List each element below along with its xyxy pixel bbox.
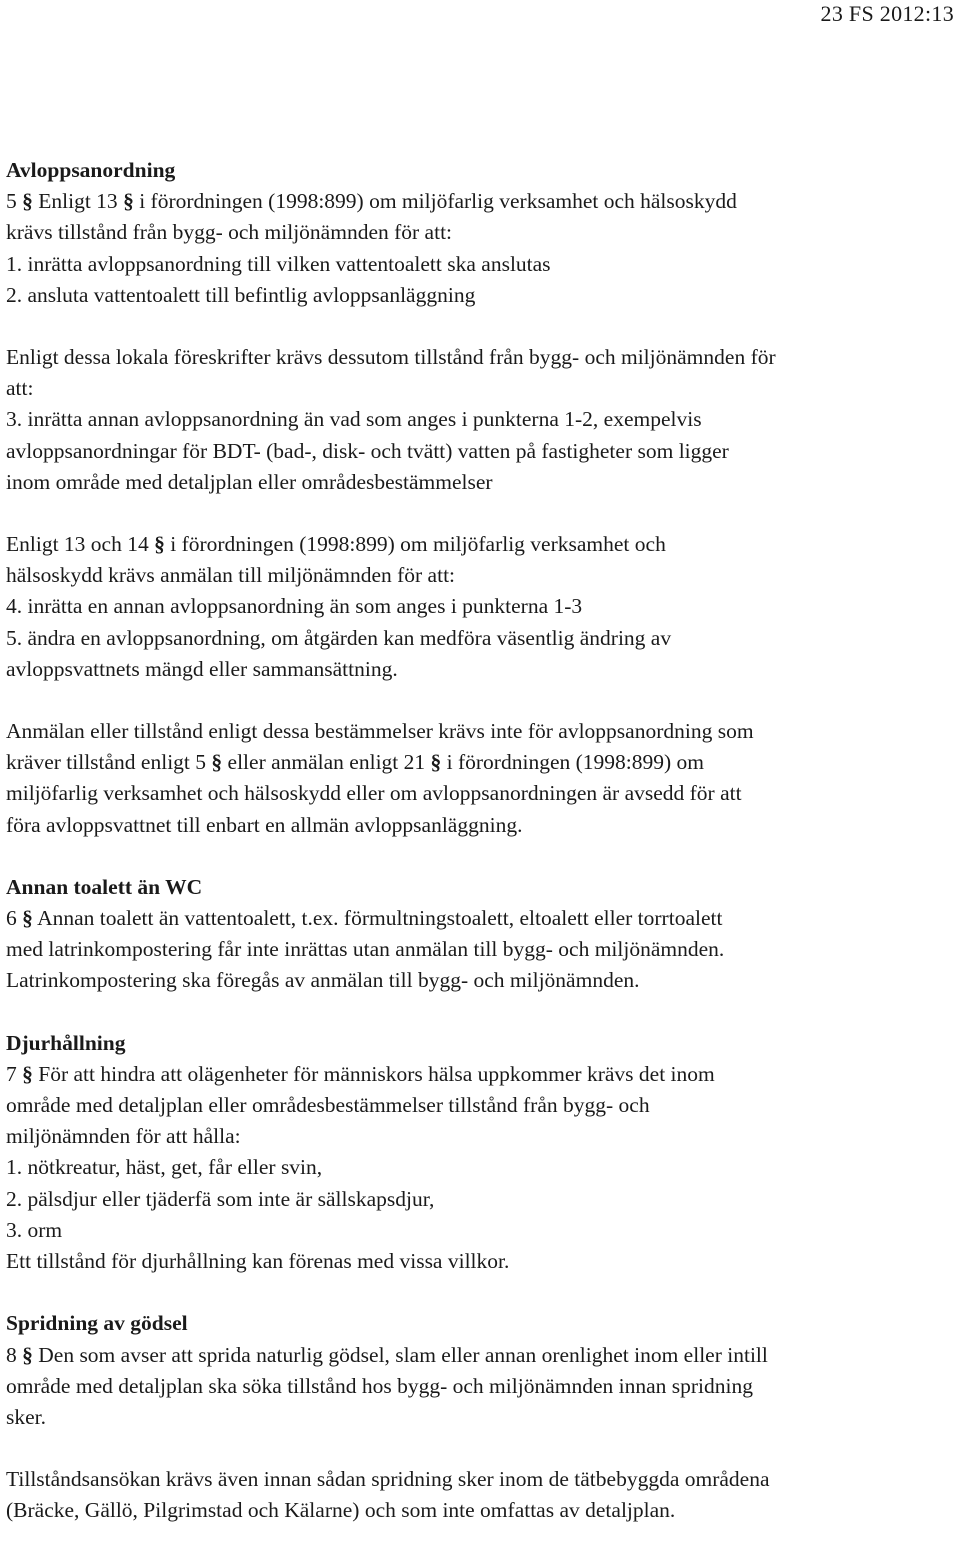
text-line: 3. orm — [6, 1217, 63, 1242]
text-line: kräver tillstånd enligt 5 § eller anmälan enligt 21 § i förordningen (1998:899) om — [6, 747, 958, 778]
text-line: Enligt 13 och 14 § i förordningen (1998:899) om miljöfarlig verksamhet och — [6, 529, 958, 560]
paragraph-sign: § — [154, 532, 165, 557]
text-line: föra avloppsvattnet till enbart en allmän avloppsanläggning. — [6, 812, 523, 837]
section-annan-toalett — [6, 872, 958, 997]
text-line: krävs tillstånd från bygg- och miljönämnden för att: — [6, 220, 453, 245]
text-line: Tillståndsansökan krävs även innan sådan spridning sker inom de tätbebyggda områdena — [6, 1467, 770, 1492]
text-line: Ett tillstånd för djurhållning kan förenas med vissa villkor. — [6, 1249, 510, 1274]
section-spridning-av-godsel — [6, 1308, 958, 1433]
paragraph-sign: § — [22, 189, 33, 214]
text-line: 6 § Annan toalett än vattentoalett, t.ex. förmultningstoalett, eltoalett eller torrtoalett — [6, 903, 958, 934]
text-line: (Bräcke, Gällö, Pilgrimstad och Kälarne) och som inte omfattas av detaljplan. — [6, 1498, 676, 1523]
paragraph-sign: § — [123, 189, 134, 214]
text-line: område med detaljplan ska söka tillstånd hos bygg- och miljönämnden innan spridning — [6, 1373, 753, 1398]
section-avloppsanordning-2 — [6, 342, 958, 498]
page-header: 23 FS 2012:13 — [820, 1, 954, 26]
text-line: avloppsvattnets mängd eller sammansättning. — [6, 656, 398, 681]
section-heading: Avloppsanordning — [6, 158, 176, 182]
text-line: 2. ansluta vattentoalett till befintlig avloppsanläggning — [6, 282, 476, 307]
text-line: 5 § Enligt 13 § i förordningen (1998:899) om miljöfarlig verksamhet och hälsoskydd — [6, 186, 958, 217]
text-line: 4. inrätta en annan avloppsanordning än som anges i punkterna 1-3 — [6, 594, 583, 619]
text-line: 5. ändra en avloppsanordning, om åtgärden kan medföra väsentlig ändring av — [6, 625, 672, 650]
section-heading: Annan toalett än WC — [6, 874, 203, 899]
text-line: miljöfarlig verksamhet och hälsoskydd eller om avloppsanordningen är avsedd för att — [6, 781, 742, 806]
text-line: område med detaljplan eller områdesbestämmelser tillstånd från bygg- och — [6, 1093, 650, 1118]
text-line: Anmälan eller tillstånd enligt dessa bestämmelser krävs inte för avloppsanordning som — [6, 719, 754, 744]
paragraph-sign: § — [22, 906, 33, 931]
text-line: inom område med detaljplan eller områdesbestämmelser — [6, 469, 493, 494]
text-line: 7 § För att hindra att olägenheter för människors hälsa uppkommer krävs det inom — [6, 1059, 958, 1090]
text-line: hälsoskydd krävs anmälan till miljönämnden för att: — [6, 563, 456, 588]
paragraph-sign: § — [22, 1342, 33, 1367]
text-line: 8 § Den som avser att sprida naturlig gödsel, slam eller annan orenlighet inom eller intill — [6, 1340, 958, 1371]
section-avloppsanordning-3 — [6, 529, 958, 685]
section-avloppsanordning-1 — [6, 155, 958, 311]
text-line: med latrinkompostering får inte inrättas utan anmälan till bygg- och miljönämnden. — [6, 937, 725, 962]
text-line: sker. — [6, 1404, 47, 1429]
text-line: miljönämnden för att hålla: — [6, 1124, 241, 1149]
paragraph-sign: § — [211, 750, 223, 775]
text-line: avloppsanordningar för BDT- (bad-, disk- och tvätt) vatten på fastigheter som ligger — [6, 438, 729, 463]
section-spridning-av-godsel-2 — [6, 1464, 958, 1526]
document-body — [6, 155, 958, 1558]
text-line: 1. inrätta avloppsanordning till vilken vattentoalett ska anslutas — [6, 251, 551, 276]
text-line: att: — [6, 376, 34, 401]
text-line: Latrinkompostering ska föregås av anmälan till bygg- och miljönämnden. — [6, 968, 640, 993]
section-heading: Djurhållning — [6, 1030, 126, 1055]
text-line: 3. inrätta annan avloppsanordning än vad som anges i punkterna 1-2, exempelvis — [6, 407, 702, 432]
text-line: Enligt dessa lokala föreskrifter krävs dessutom tillstånd från bygg- och miljönämnden för — [6, 345, 776, 370]
section-heading: Spridning av gödsel — [6, 1311, 188, 1336]
text-line: 2. pälsdjur eller tjäderfä som inte är sällskapsdjur, — [6, 1186, 435, 1211]
section-avloppsanordning-4 — [6, 716, 958, 841]
text-line: 1. nötkreatur, häst, get, får eller svin, — [6, 1155, 323, 1180]
paragraph-sign: § — [430, 750, 442, 775]
paragraph-sign: § — [22, 1061, 33, 1086]
section-djurhallning — [6, 1028, 958, 1278]
